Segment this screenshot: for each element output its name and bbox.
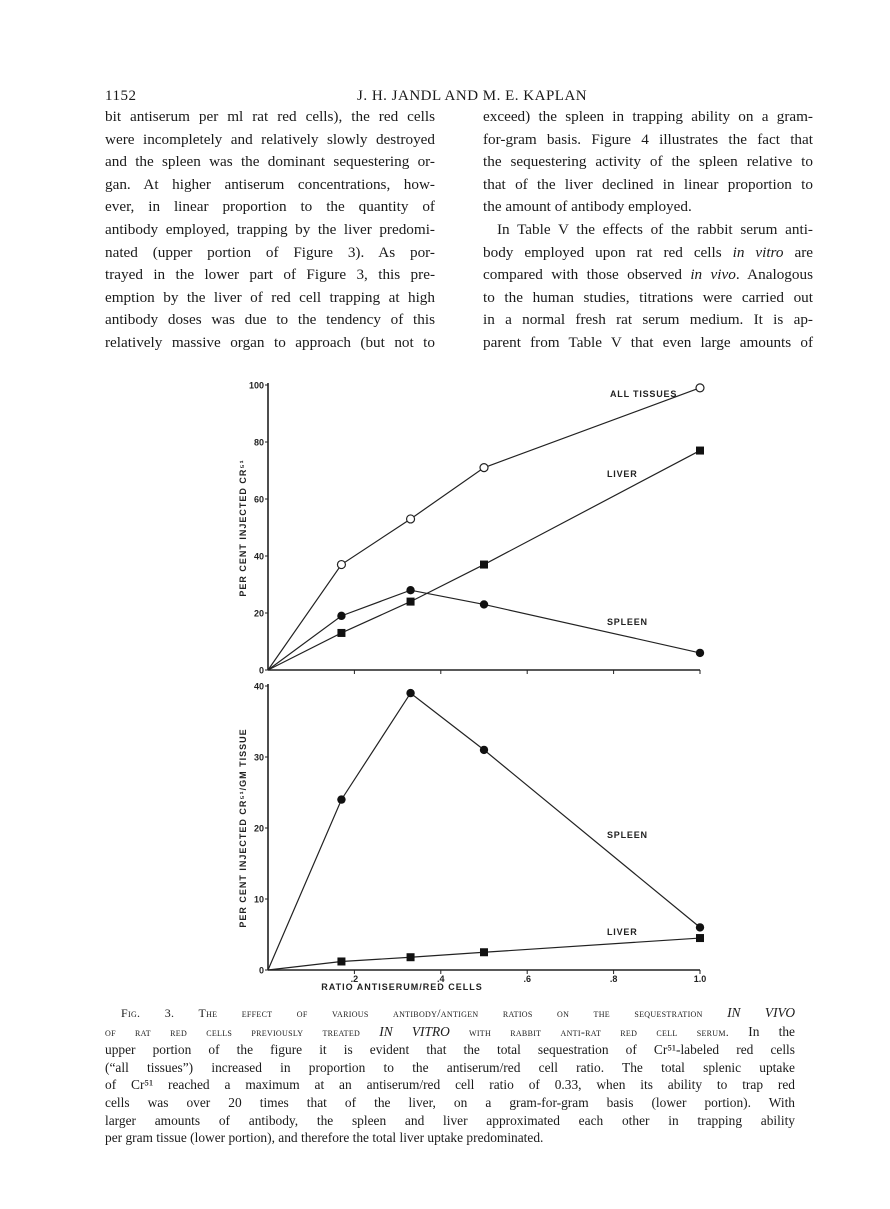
- series-label: ALL TISSUES: [610, 389, 678, 399]
- text-segment: larger amounts of antibody, the spleen and liver approximated each other in trapping ability: [105, 1112, 795, 1128]
- y-tick-label: 20: [253, 608, 264, 619]
- text-segment: in vitro: [732, 243, 784, 261]
- data-point: [337, 561, 345, 569]
- text-segment: of Cr⁵¹ reached a maximum at an antiserum/red cell ratio of 0.33, when its ability to trap red: [105, 1077, 795, 1093]
- x-tick-label: 1.0: [693, 974, 707, 984]
- x-tick-label: .6: [523, 974, 531, 984]
- data-point: [407, 598, 415, 606]
- data-point: [480, 948, 488, 956]
- text-segment: cells was over 20 times that of the liver, on a gram-for-gram basis (lower portion). With: [105, 1094, 795, 1110]
- x-axis-label: RATIO ANTISERUM/RED CELLS: [321, 982, 483, 992]
- text-segment: per gram tissue (lower portion), and therefore the total liver uptake predominated.: [105, 1130, 544, 1146]
- text-segment: The effect of various antibody/antigen ratios on the sequestration: [198, 1006, 728, 1020]
- series-spleen: [268, 586, 704, 670]
- text-segment: (“all tissues”) increased in proportion to the antiserum/red cell ratio. The total splenic uptake: [105, 1059, 795, 1075]
- data-point: [696, 649, 704, 657]
- data-point: [406, 586, 414, 594]
- y-tick-label: 20: [253, 823, 264, 834]
- text-segment: compared with those observed: [483, 266, 691, 284]
- data-point: [337, 612, 345, 620]
- text-segment: body employed upon rat red cells: [483, 243, 733, 261]
- text-segment: of rat red cells previously treated: [105, 1024, 380, 1039]
- text-segment: antibody employed, trapping by the liver predomi-: [105, 220, 435, 238]
- series-label: SPLEEN: [607, 617, 648, 627]
- data-point: [337, 629, 345, 637]
- series-liver: [268, 447, 704, 670]
- text-segment: ever, in linear proportion to the quantity of: [105, 198, 435, 216]
- text-segment: In the: [729, 1023, 796, 1039]
- y-axis-label: PER CENT INJECTED CR⁵¹/GM TISSUE: [238, 728, 248, 928]
- data-point: [480, 746, 488, 754]
- text-segment: In Table V the effects of the rabbit serum anti-: [497, 220, 813, 238]
- text-segment: antibody doses was due to the tendency of this: [105, 311, 435, 329]
- series-line: [268, 451, 700, 670]
- data-point: [696, 934, 704, 942]
- data-point: [480, 464, 488, 472]
- text-line: [105, 1041, 795, 1059]
- text-segment: relatively massive organ to approach (but not to: [105, 333, 435, 351]
- series-label: SPLEEN: [607, 830, 648, 840]
- data-point: [337, 795, 345, 803]
- y-tick-label: 10: [253, 894, 264, 905]
- data-point: [407, 953, 415, 961]
- x-tick-label: .4: [437, 974, 445, 984]
- text-segment: with rabbit anti-rat red cell serum.: [449, 1024, 730, 1039]
- x-tick-label: .2: [350, 974, 359, 984]
- text-segment: the sequestering activity of the spleen relative to: [483, 153, 813, 171]
- y-tick-label: 40: [253, 681, 264, 692]
- y-tick-label: 80: [253, 437, 264, 448]
- text-line: [105, 1112, 795, 1130]
- text-segment: are: [783, 243, 813, 261]
- running-header: J. H. JANDL AND M. E. KAPLAN: [357, 88, 588, 104]
- text-segment: were incompletely and relatively slowly destroyed: [105, 130, 435, 148]
- data-point: [337, 957, 345, 965]
- text-segment: IN VIVO: [727, 1005, 795, 1020]
- text-segment: gan. At higher antiserum concentrations, how-: [105, 175, 435, 193]
- text-segment: IN VITRO: [379, 1023, 450, 1039]
- text-segment: the amount of antibody employed.: [483, 198, 692, 216]
- series-label: LIVER: [607, 927, 638, 937]
- data-point: [696, 923, 704, 931]
- text-line: [105, 1004, 795, 1023]
- data-point: [407, 515, 415, 523]
- y-tick-label: 100: [248, 380, 264, 391]
- text-line: [105, 1059, 795, 1077]
- text-segment: in a normal fresh rat serum medium. It is ap-: [483, 311, 813, 329]
- text-segment: emption by the liver of red cell trapping at high: [105, 288, 435, 306]
- y-tick-label: 0: [258, 665, 264, 676]
- y-tick-label: 0: [258, 965, 264, 976]
- data-point: [406, 689, 414, 697]
- figure-caption: [105, 1004, 795, 1147]
- y-tick-label: 60: [253, 494, 264, 505]
- y-tick-label: 30: [253, 752, 264, 763]
- data-point: [480, 561, 488, 569]
- text-segment: nated (upper portion of Figure 3). As por-: [105, 243, 435, 261]
- data-point: [480, 600, 488, 608]
- text-line: [105, 1094, 795, 1112]
- text-line: [105, 1023, 795, 1042]
- x-tick-label: .8: [609, 974, 618, 984]
- text-segment: trayed in the lower part of Figure 3, this pre-: [105, 266, 435, 284]
- text-line: [105, 1076, 795, 1094]
- series-all-tissues: [268, 384, 704, 670]
- text-segment: to the human studies, titrations were carried out: [483, 288, 813, 306]
- text-segment: exceed) the spleen in trapping ability on a gram-: [483, 108, 813, 125]
- text-segment: upper portion of the figure it is evident that the total sequestration of Cr⁵¹-labeled red cells: [105, 1042, 795, 1058]
- text-segment: bit antiserum per ml rat red cells), the red cells: [105, 108, 435, 125]
- series-liver: [268, 934, 704, 970]
- y-axis-label: PER CENT INJECTED CR⁵¹: [238, 459, 248, 597]
- text-segment: parent from Table V that even large amounts of: [483, 333, 813, 351]
- text-segment: Fig. 3.: [121, 1006, 199, 1020]
- page-number: 1152: [105, 88, 137, 104]
- data-point: [696, 384, 704, 392]
- series-line: [268, 388, 700, 670]
- text-segment: and the spleen was the dominant sequestering or-: [105, 153, 435, 171]
- text-segment: that of the liver declined in linear proportion to: [483, 175, 813, 193]
- y-tick-label: 40: [253, 551, 264, 562]
- text-segment: in vivo: [690, 266, 736, 284]
- text-segment: . Analogous: [735, 266, 813, 284]
- series-label: LIVER: [607, 469, 638, 479]
- text-segment: for-gram basis. Figure 4 illustrates the fact that: [483, 130, 813, 148]
- text-line: [105, 1129, 795, 1147]
- data-point: [696, 447, 704, 455]
